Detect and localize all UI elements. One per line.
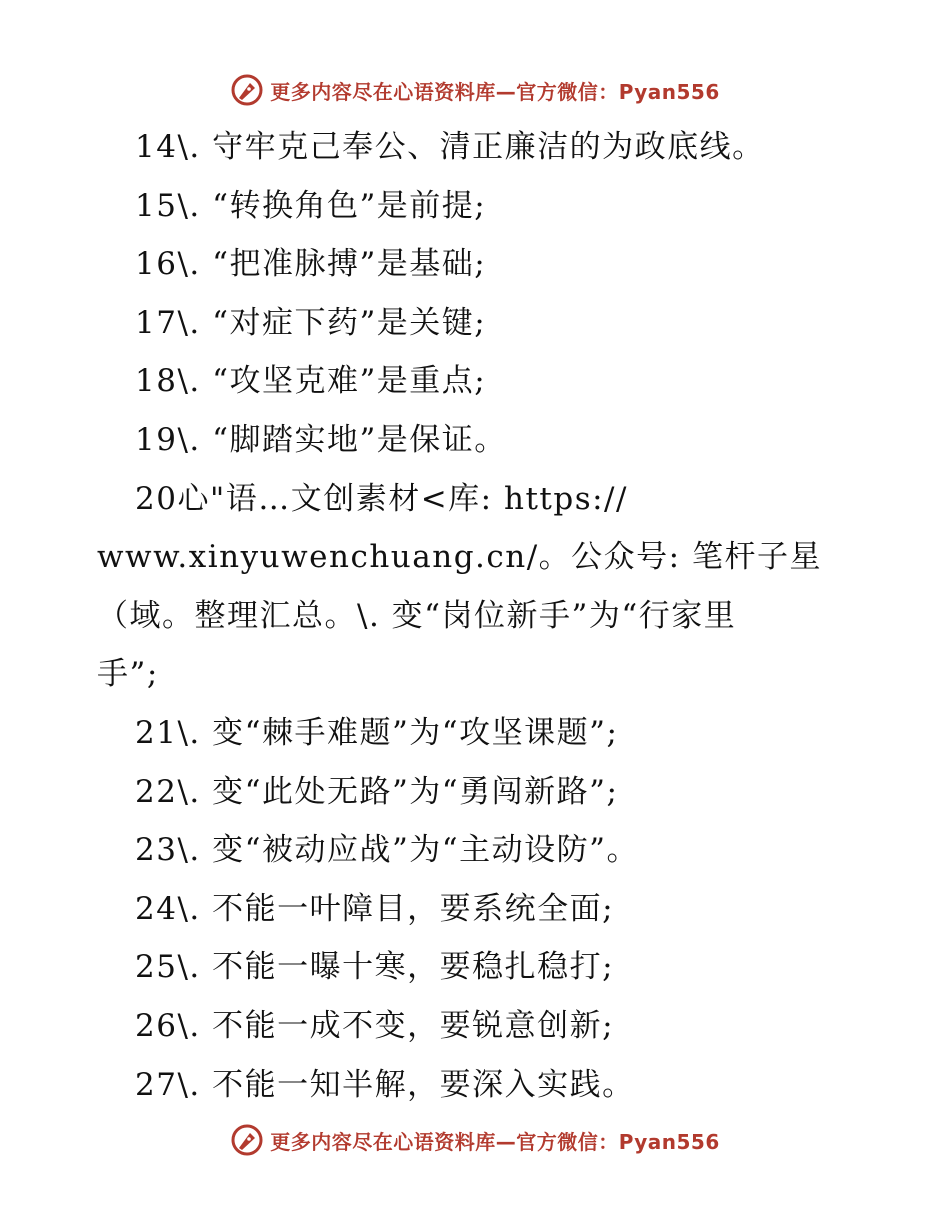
pen-nib-logo-icon <box>230 73 264 107</box>
text-line: 27\. 不能一知半解，要深入实践。 <box>135 1066 635 1103</box>
header-watermark-banner <box>0 70 950 110</box>
text-line: 25\. 不能一曝十寒，要稳扎稳打; <box>135 949 615 986</box>
text-line: 18\. “攻坚克难”是重点; <box>135 363 487 400</box>
text-line: 22\. 变“此处无路”为“勇闯新路”; <box>135 773 619 810</box>
header-watermark-text: 更多内容尽在心语资料库—官方微信：Pyan556 <box>270 79 720 104</box>
text-line: 20心"语…文创素材<库: https:// <box>135 480 628 517</box>
text-line: 23\. 变“被动应战”为“主动设防”。 <box>135 832 639 869</box>
text-line: www.xinyuwenchuang.cn/。公众号: 笔杆子星 <box>97 539 822 576</box>
document-body <box>97 118 857 1114</box>
footer-watermark-banner <box>0 1120 950 1160</box>
text-line: 16\. “把准脉搏”是基础; <box>135 246 487 283</box>
text-line: 24\. 不能一叶障目，要系统全面; <box>135 890 615 927</box>
pen-nib-logo-icon <box>230 1123 264 1157</box>
text-line: 14\. 守牢克己奉公、清正廉洁的为政底线。 <box>135 129 765 165</box>
text-line: （域。整理汇总。\. 变“岗位新手”为“行家里 <box>97 597 737 634</box>
text-line: 26\. 不能一成不变，要锐意创新; <box>135 1007 615 1044</box>
footer-watermark-text: 更多内容尽在心语资料库—官方微信：Pyan556 <box>270 1129 720 1154</box>
text-line: 手”; <box>97 656 159 693</box>
text-line: 15\. “转换角色”是前提; <box>135 187 487 224</box>
text-line: 21\. 变“棘手难题”为“攻坚课题”; <box>135 714 619 751</box>
text-line: 19\. “脚踏实地”是保证。 <box>135 421 507 458</box>
text-line: 17\. “对症下药”是关键; <box>135 304 487 341</box>
